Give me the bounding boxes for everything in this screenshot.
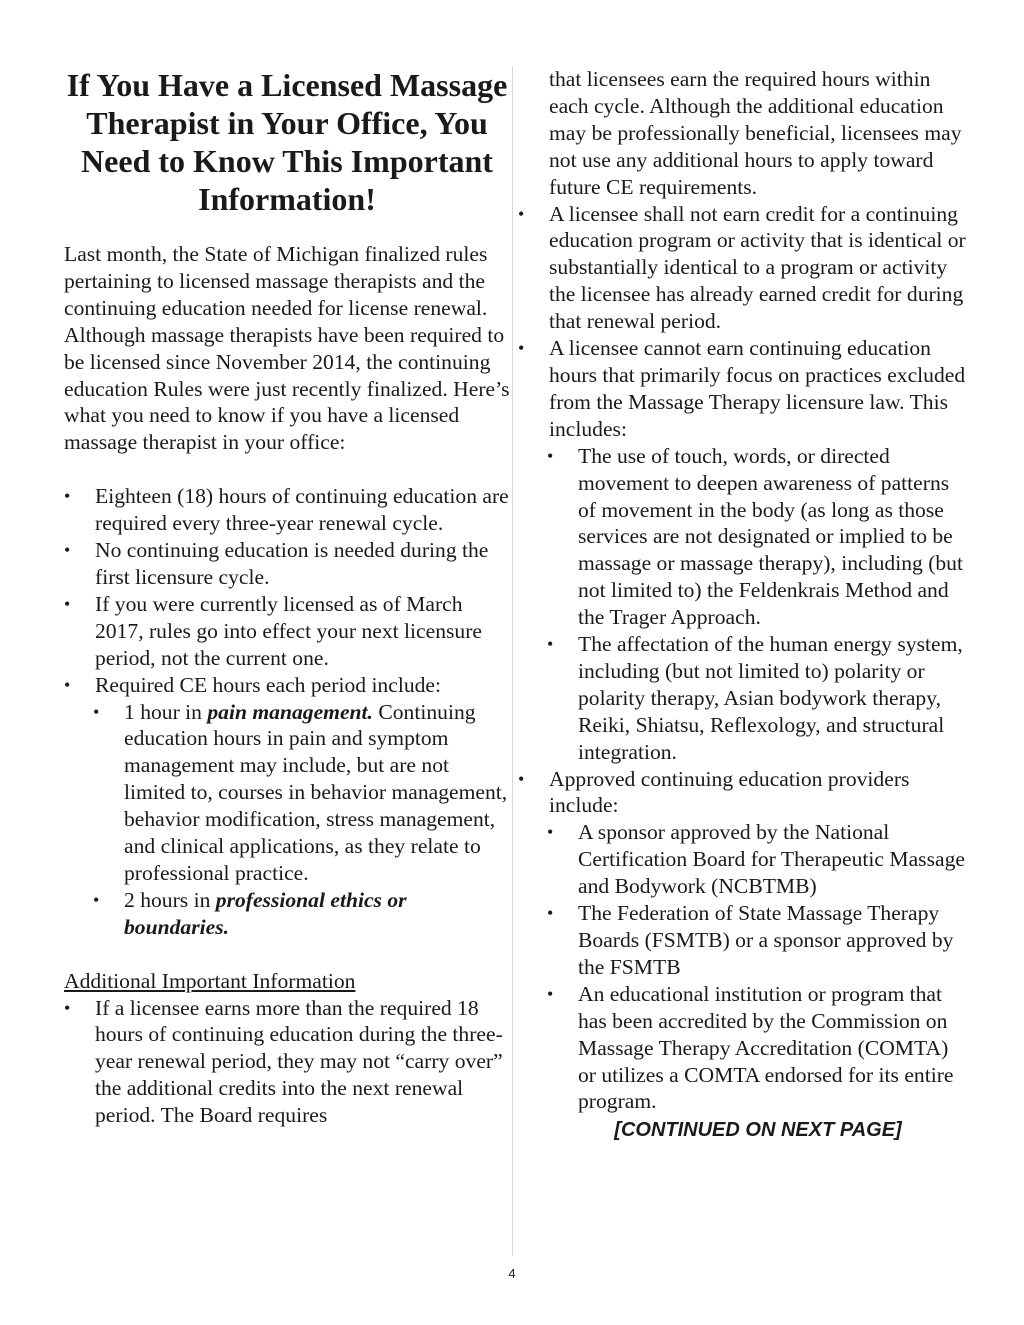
list-item: • Required CE hours each period include:: [64, 672, 441, 697]
bullet-icon: •: [64, 540, 71, 561]
bullet-icon: •: [64, 674, 71, 695]
bullet-icon: •: [64, 486, 71, 507]
bullet-icon: •: [518, 338, 525, 359]
continued-notice: [CONTINUED ON NEXT PAGE]: [614, 1119, 902, 1142]
bullet-icon: •: [547, 445, 554, 466]
bullet-icon: •: [518, 768, 525, 789]
list-item: • A sponsor approved by the National Certification Board for Therapeutic Massage and Bodywork (NCBTMB): [547, 820, 965, 899]
bullet-icon: •: [547, 983, 554, 1004]
page-number: 4: [508, 1266, 516, 1281]
intro-paragraph: Last month, the State of Michigan finalized rules pertaining to licensed massage therapists and the continuing education needed for license renewal. Although massage therapists have been required to be licensed since November 2014, the continuing education Rules were just recently finalized. Here’s what you need to know if you have a licensed massage therapist in your office:: [64, 242, 510, 455]
bullet-icon: •: [547, 634, 554, 655]
list-item: • No continuing education is needed during the first licensure cycle.: [64, 538, 489, 589]
left-column: [64, 66, 510, 1129]
bullet-icon: •: [547, 903, 554, 924]
list-item: • The Federation of State Massage Therapy Boards (FSMTB) or a sponsor approved by the FSMTB: [547, 901, 954, 979]
list-item: • If a licensee earns more than the required 18 hours of continuing education during the three-year renewal period, they may not “carry over” the additional credits into the next renewal period. The Board requires: [64, 995, 503, 1128]
list-item: • The affectation of the human energy system, including (but not limited to) polarity or polarity therapy, Asian bodywork therapy, Reiki, Shiatsu, Reflexology, and structural integration.: [547, 632, 963, 764]
right-column: [518, 66, 968, 1144]
list-item: • Eighteen (18) hours of continuing education are required every three-year renewal cycle.: [64, 484, 509, 536]
list-item: • Approved continuing education providers include:: [518, 766, 910, 818]
bullet-icon: •: [64, 997, 71, 1018]
list-item: • A licensee shall not earn credit for a continuing education program or activity that is identical or substantially identical to a program or activity the licensee has already earned credit for during that renewal period.: [518, 201, 966, 334]
ce-ethics-item: • 2 hours in professional ethics or boundaries.: [93, 887, 407, 939]
bullet-icon: •: [518, 203, 525, 224]
additional-info-list-continued: [518, 201, 968, 1116]
bullet-icon: •: [93, 701, 100, 722]
column-divider: [512, 66, 513, 1256]
additional-info-list: [64, 995, 510, 1130]
list-item: • The use of touch, words, or directed movement to deepen awareness of patterns of movement in the body (as long as those services are not designated or implied to be massage or massage therapy), including (but not limited to) the Feldenkrais Method and the Trager Approach.: [547, 443, 963, 630]
additional-info-heading: Additional Important Information: [64, 968, 356, 993]
carry-over-continuation: that licensees earn the required hours within each cycle. Although the additional education may be professionally beneficial, licensees may not use any additional hours to apply toward future CE requirements.: [549, 67, 962, 199]
bullet-icon: •: [547, 822, 554, 843]
list-item: • If you were currently licensed as of March 2017, rules go into effect your next licensure period, not the current one.: [64, 591, 482, 670]
bullet-icon: •: [93, 889, 100, 910]
ce-pain-management-item: • 1 hour in pain management. Continuing education hours in pain and symptom management may include, but are not limited to, courses in behavior management, behavior modification, stress management, and clinical applications, as they relate to professional practice.: [93, 699, 508, 885]
requirements-list: [64, 483, 510, 940]
list-item: • An educational institution or program that has been accredited by the Commission on Massage Therapy Accreditation (COMTA) or utilizes a COMTA endorsed for its entire program.: [547, 981, 954, 1114]
list-item: • A licensee cannot earn continuing education hours that primarily focus on practices excluded from the Massage Therapy licensure law. This includes:: [518, 336, 966, 441]
bullet-icon: •: [64, 593, 71, 614]
article-title: If You Have a Licensed Massage Therapist in Your Office, You Need to Know This Important Information!: [66, 67, 508, 217]
